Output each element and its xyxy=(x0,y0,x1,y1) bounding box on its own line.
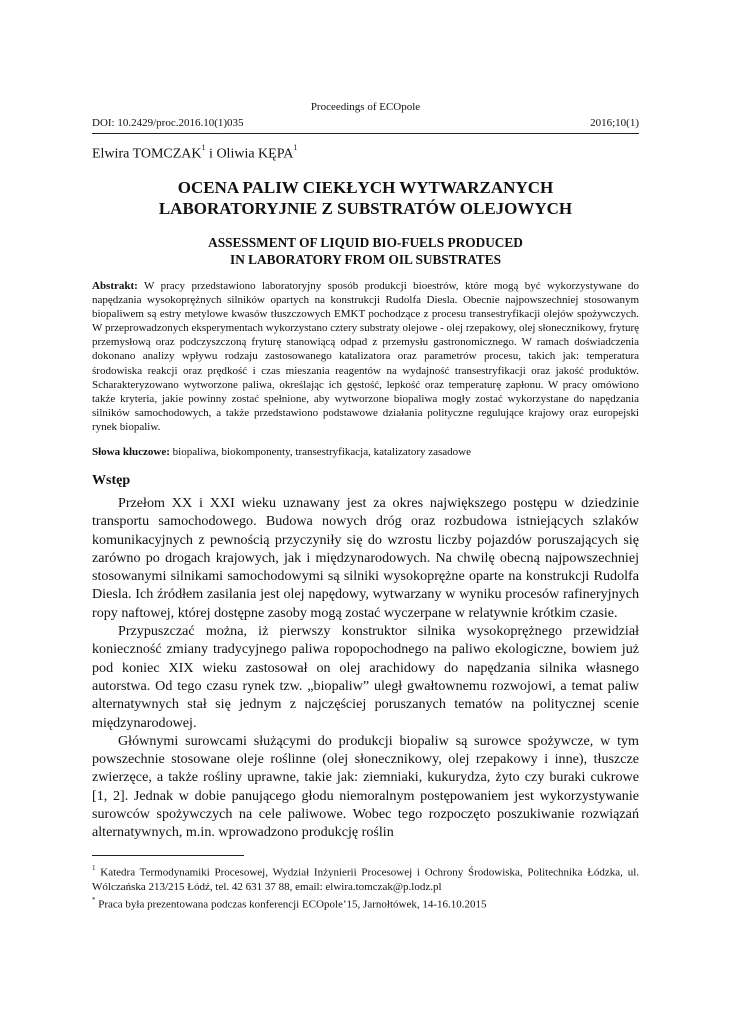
affiliation-mark: 1 xyxy=(293,143,298,152)
affiliation-mark: 1 xyxy=(201,143,206,152)
footnote-text: Katedra Termodynamiki Procesowej, Wydział Inżynierii Procesowej i Ochrony Środowiska, Politechnika Łódzka, ul. Wólczańska 213/215 Łódź, tel. 42 631 37 88, email: elwira.tomczak@p.lodz.pl xyxy=(92,866,639,893)
author-name: Oliwia KĘPA xyxy=(216,146,294,162)
abstract-label: Abstrakt: xyxy=(92,280,138,292)
paragraph: Przypuszczać można, iż pierwszy konstruktor silnika wysokoprężnego przewidział konieczność zmiany tradycyjnego paliwa ropopochodnego na paliwo ekologiczne, bowiem już pod koniec XIX wieku zastosował on olej arachidowy do napędzania silnika własnego autorstwa. Od tego czasu rynek tzw. „biopaliw” uległ gwałtownemu rozwojowi, a temat paliw alternatywnych stał się jednym z najczęściej poruszanych tematów na politycznej scenie międzynarodowej. xyxy=(92,623,639,731)
journal-name: Proceedings of ECOpole xyxy=(310,101,421,113)
title-polish xyxy=(92,177,639,219)
author-line xyxy=(92,145,297,163)
volume-issue: 2016;10(1) xyxy=(590,117,639,129)
abstract xyxy=(92,279,639,434)
body-text xyxy=(92,494,639,842)
header-rule xyxy=(92,133,639,134)
keywords-text: biopaliwa, biokomponenty, transestryfikacja, katalizatory zasadowe xyxy=(169,446,471,458)
footnote-mark: * xyxy=(92,895,96,904)
footnote xyxy=(92,894,639,912)
abstract-text: W pracy przedstawiono laboratoryjny sposób produkcji bioestrów, które mogą być wykorzystywane do napędzania wysokoprężnych silników opartych na konstrukcji Rudolfa Diesla. Obecnie najpowszechniej stosowanym biopaliwem są estry metylowe kwasów tłuszczowych EMKT pochodzące z procesu transestryfikacji olejów spożywczych. W przeprowadzonych eksperymentach wykorzystano cztery substraty olejowe - olej rzepakowy, olej słonecznikowy, fryturę przemysłową oraz podczyszczoną fryturę stanowiącą odpad z przemysłu gastronomicznego. W ramach doświadczenia dokonano analizy wpływu rodzaju zastosowanego katalizatora oraz parametrów procesu, takich jak: temperatura środowiska reakcji oraz prędkość i czas mieszania reagentów na wydajność transestryfikacji oraz jakość produktów. Scharakteryzowano wytworzone paliwa, określając ich gęstość, lepkość oraz temperaturę zapłonu. W pracy omówiono także kryteria, jakie powinny zostać spełnione, aby wytworzone biopaliwa mogły zostać wykorzystane do napędzania silników samochodowych, a także przedstawiono podstawowe działania polityczne regulujące krajowy oraz europejski rynek biopaliw. xyxy=(92,280,639,433)
title-line: LABORATORYJNIE Z SUBSTRATÓW OLEJOWYCH xyxy=(158,199,573,218)
footnote-rule xyxy=(92,855,244,856)
footnote xyxy=(92,862,639,894)
title-english xyxy=(92,234,639,268)
title-line: IN LABORATORY FROM OIL SUBSTRATES xyxy=(230,252,501,267)
footnote-mark: 1 xyxy=(92,864,96,872)
doi: DOI: 10.2429/proc.2016.10(1)035 xyxy=(92,117,244,129)
title-line: OCENA PALIW CIEKŁYCH WYTWARZANYCH xyxy=(177,178,554,197)
author-name: Elwira TOMCZAK xyxy=(92,146,202,162)
paragraph: Głównymi surowcami służącymi do produkcji biopaliw są surowce spożywcze, w tym powszechnie stosowane oleje roślinne (olej słonecznikowy, olej rzepakowy i inne), tłuszcze zwierzęce, a także rośliny uprawne, takie jak: ziemniaki, kukurydza, żyto czy buraki cukrowe [1, 2]. Jednak w dobie panującego głodu niemoralnym postępowaniem jest wykorzystywanie surowców spożywczych na cele paliwowe. Wobec tego rozpoczęto poszukiwanie rozwiązań alternatywnych, m.in. wprowadzono produkcję roślin xyxy=(92,732,639,841)
title-line: ASSESSMENT OF LIQUID BIO-FUELS PRODUCED xyxy=(208,235,523,250)
author-separator: i xyxy=(205,146,217,162)
keywords-label: Słowa kluczowe: xyxy=(92,446,170,458)
footnotes xyxy=(92,862,639,911)
keywords xyxy=(92,446,639,458)
footnote-text: Praca była prezentowana podczas konferencji ECOpole’15, Jarnołtówek, 14-16.10.2015 xyxy=(95,898,487,911)
paragraph: Przełom XX i XXI wieku uznawany jest za okres największego postępu w dziedzinie transportu samochodowego. Budowa nowych dróg oraz rozbudowa istniejących szlaków komunikacyjnych z pewnością przyczyniły się do wzrostu liczby pojazdów poruszających się zarówno po drogach krajowych, jak i międzynarodowych. Na chwilę obecną najpowszechniej stosowanymi silnikami samochodowymi są silniki wysokoprężne oparte na konstrukcji Rudolfa Diesla. Ich źródłem zasilania jest olej napędowy, wytwarzany w wyniku procesów rafineryjnych ropy naftowej, której dostępne zasoby mogą zostać wyczerpane w relatywnie krótkim czasie. xyxy=(92,495,639,621)
section-heading: Wstęp xyxy=(92,473,131,488)
